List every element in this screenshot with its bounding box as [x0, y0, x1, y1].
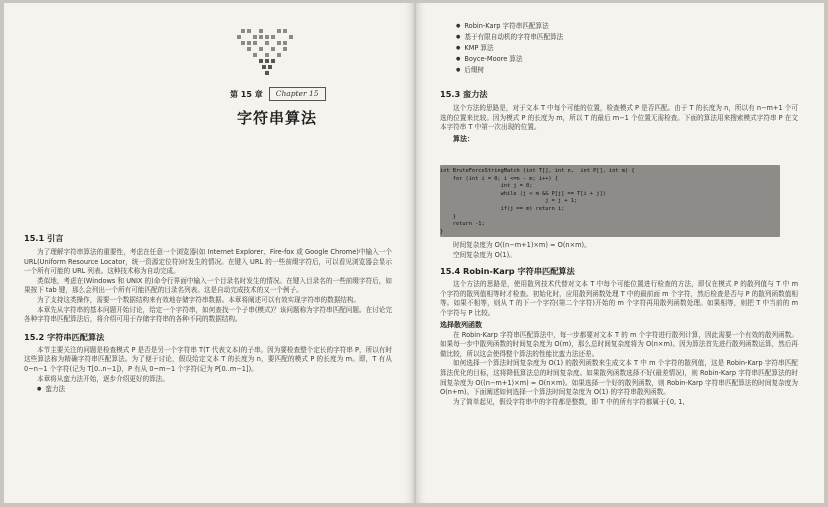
section-15-4 [440, 241, 798, 407]
paragraph: 本章先从字符串的基本问题开始讨论，给定一个字符串，如何查找一个子串(模式)？该问题称为字符串匹配问题。在讨论完各种字符串匹配算法后，将介绍可用于存储字符串的各种不同的数据结构。 [24, 305, 392, 324]
chapter-number: 第 15 章 [230, 89, 263, 99]
paragraph: 这个方法的思路是，对于文本 T 中每个可能的位置，检查模式 P 是否匹配。由于 T 的长度为 n，所以有 n−m+1 个可选的位置来比较。因为模式 P 的长度为 m，所以 T 的最后 m−1 个位置无需检查。下面的算法用来搜索模式字符串 P 在文本字符串 T 中第一次出现的位置。 [440, 104, 798, 132]
algorithm-bullet-list [456, 21, 796, 76]
paragraph: 为了简单起见，假设字符串中的字符都是整数，即 T 中的所有字符都属于{0, 1, [453, 397, 685, 406]
chapter-english-label: Chapter 15 [269, 87, 326, 101]
bullet-item: ● Boyce-Moore 算法 [456, 54, 796, 65]
paragraph: 类似地，考虑在(Windows 和 UNIX 的)命令行界面中输入一个目录名时发生的情况。在键入目录名的一些前缀字符后，如果按下 tab 键，那么会列出一个所有可能匹配的目录名列表。这是自动完成技术的又一个例子。 [24, 276, 392, 295]
bullet-item: ● Robin-Karp 字符串匹配算法 [456, 21, 796, 32]
paragraph: 为了支持这类操作，需要一个数据结构来有效地存储字符串数据。本章将阐述可以有效实现字符串的数据结构。 [37, 295, 361, 304]
paragraph: 如何选择一个算法时间复杂度为 O(1) 的散列函数来生成文本 T 中 m 个字符的散列值，这是 Robin-Karp 字符串匹配算法优化的目标，这将降低算法总的时间复杂度。如果散列函数选择不好(最差情况)，则 Robin-Karp 字符串匹配算法的时间复杂度为 O((n−m+1)×m) ≈ O(n×m)。如果选择一个好的散列函数，则 Robin-Karp 字符串匹配算法的时间复杂度为 O(n+m)。下面阐述如何选择一个算法时间复杂度为 O(1) 的字符串散列函数。 [440, 359, 798, 397]
left-body [24, 233, 392, 395]
bullet-item: ● 基于有限自动机的字符串匹配算法 [456, 32, 796, 43]
code-line: while (j < m && P[j] == T[i + j]) [440, 190, 606, 197]
code-line: for (int i = 0; i <=n - m; i++) { [440, 175, 558, 182]
code-line: int j = 0; [440, 183, 533, 190]
section-15-3-heading: 15.3 蛮力法 [440, 89, 488, 99]
time-complexity: 时间复杂度为 O((n−m+1)×m) ≈ O(n×m)。 [453, 241, 591, 249]
code-line: } [440, 228, 444, 235]
paragraph: 本章将从蛮力法开始，逐步介绍更好的算法。 [37, 374, 169, 383]
bullet-item: ● 后缀树 [456, 65, 796, 76]
section-15-1-heading: 15.1 引言 [24, 233, 64, 243]
left-page [4, 3, 414, 503]
right-page [416, 3, 824, 503]
section-15-3 [440, 89, 798, 144]
chapter-heading-row [230, 87, 326, 101]
paragraph: 本节主要关注的问题是检查模式 P 是否是另一个字符串 T(T 代表文本)的子串。因为要检查整个定长的字符串 P，所以有时这些算法称为精确字符串匹配算法。为了便于讨论，假设给定文本 T 的长度为 n，要匹配的模式 P 的长度为 m。即，T 有从 0~n−1 个字符(记为 T[0..n−1])，P 有从 0~m−1 个字符(记为 P[0..m−1])。 [24, 345, 392, 373]
hash-function-subheading: 选择散列函数 [440, 320, 482, 329]
code-line: } [440, 213, 456, 220]
space-complexity: 空间复杂度为 O(1)。 [453, 250, 516, 259]
chapter-title: 字符串算法 [237, 109, 318, 127]
code-line: int BruteForceStringMatch (int T[], int n, int P[], int m) { [440, 168, 635, 174]
code-line: if(j == m) return i; [440, 205, 565, 212]
paragraph: 在 Robin-Karp 字符串匹配算法中，每一步都要对文本 T 的 m 个字符进行散列计算，因此需要一个有效的散列函数。如果每一步中散列函数的时间复杂度为 O(m)，那么总时间复杂度将为 O(n×m)。因为算法首先进行散列函数运算，然后再做比较，所以这会使得整个算法的性能比蛮力法还差。 [440, 330, 798, 358]
paragraph: 这个方法的思路是，使用散列技术代替对文本 T 中每个可能位置进行检查的方法，即仅在模式 P 的散列值与 T 中 m 个字符的散列值相等时才检查。初始化时，应用散列函数处理 T 中的最前面 m 个字符，然后检查是否与 P 的散列函数值相等。如果不相等，则从 T 的下一个字符(第二个字符)开始的 m 个字符再用散列函数处理。如果相等，则把 T 中当前的 m 个字符与 P 比较。 [440, 280, 798, 317]
bullet-item: ● 蛮力法 [24, 384, 392, 395]
algorithm-label: 算法： [453, 134, 474, 143]
bullet-item: ● KMP 算法 [456, 43, 796, 54]
code-line: j = j + 1; [440, 198, 578, 205]
code-block [440, 165, 780, 237]
chapter-pixel-logo [237, 27, 297, 82]
section-15-2-heading: 15.2 字符串匹配算法 [24, 331, 105, 342]
section-15-4-heading: 15.4 Robin-Karp 字符串匹配算法 [440, 266, 575, 277]
code-line: return -1; [440, 221, 485, 228]
paragraph: 为了理解字符串算法的重要性，考虑在任意一个浏览器(如 Internet Explorer、Fire-fox 或 Google Chrome)中输入一个 URL(Uniform Resource Locator，统一资源定位符)时发生的情况。在键入 URL 的一些前缀字符后，可以看见浏览器会显示一个所有可能的 URL 列表。这种技术称为自动完成。 [24, 248, 392, 276]
